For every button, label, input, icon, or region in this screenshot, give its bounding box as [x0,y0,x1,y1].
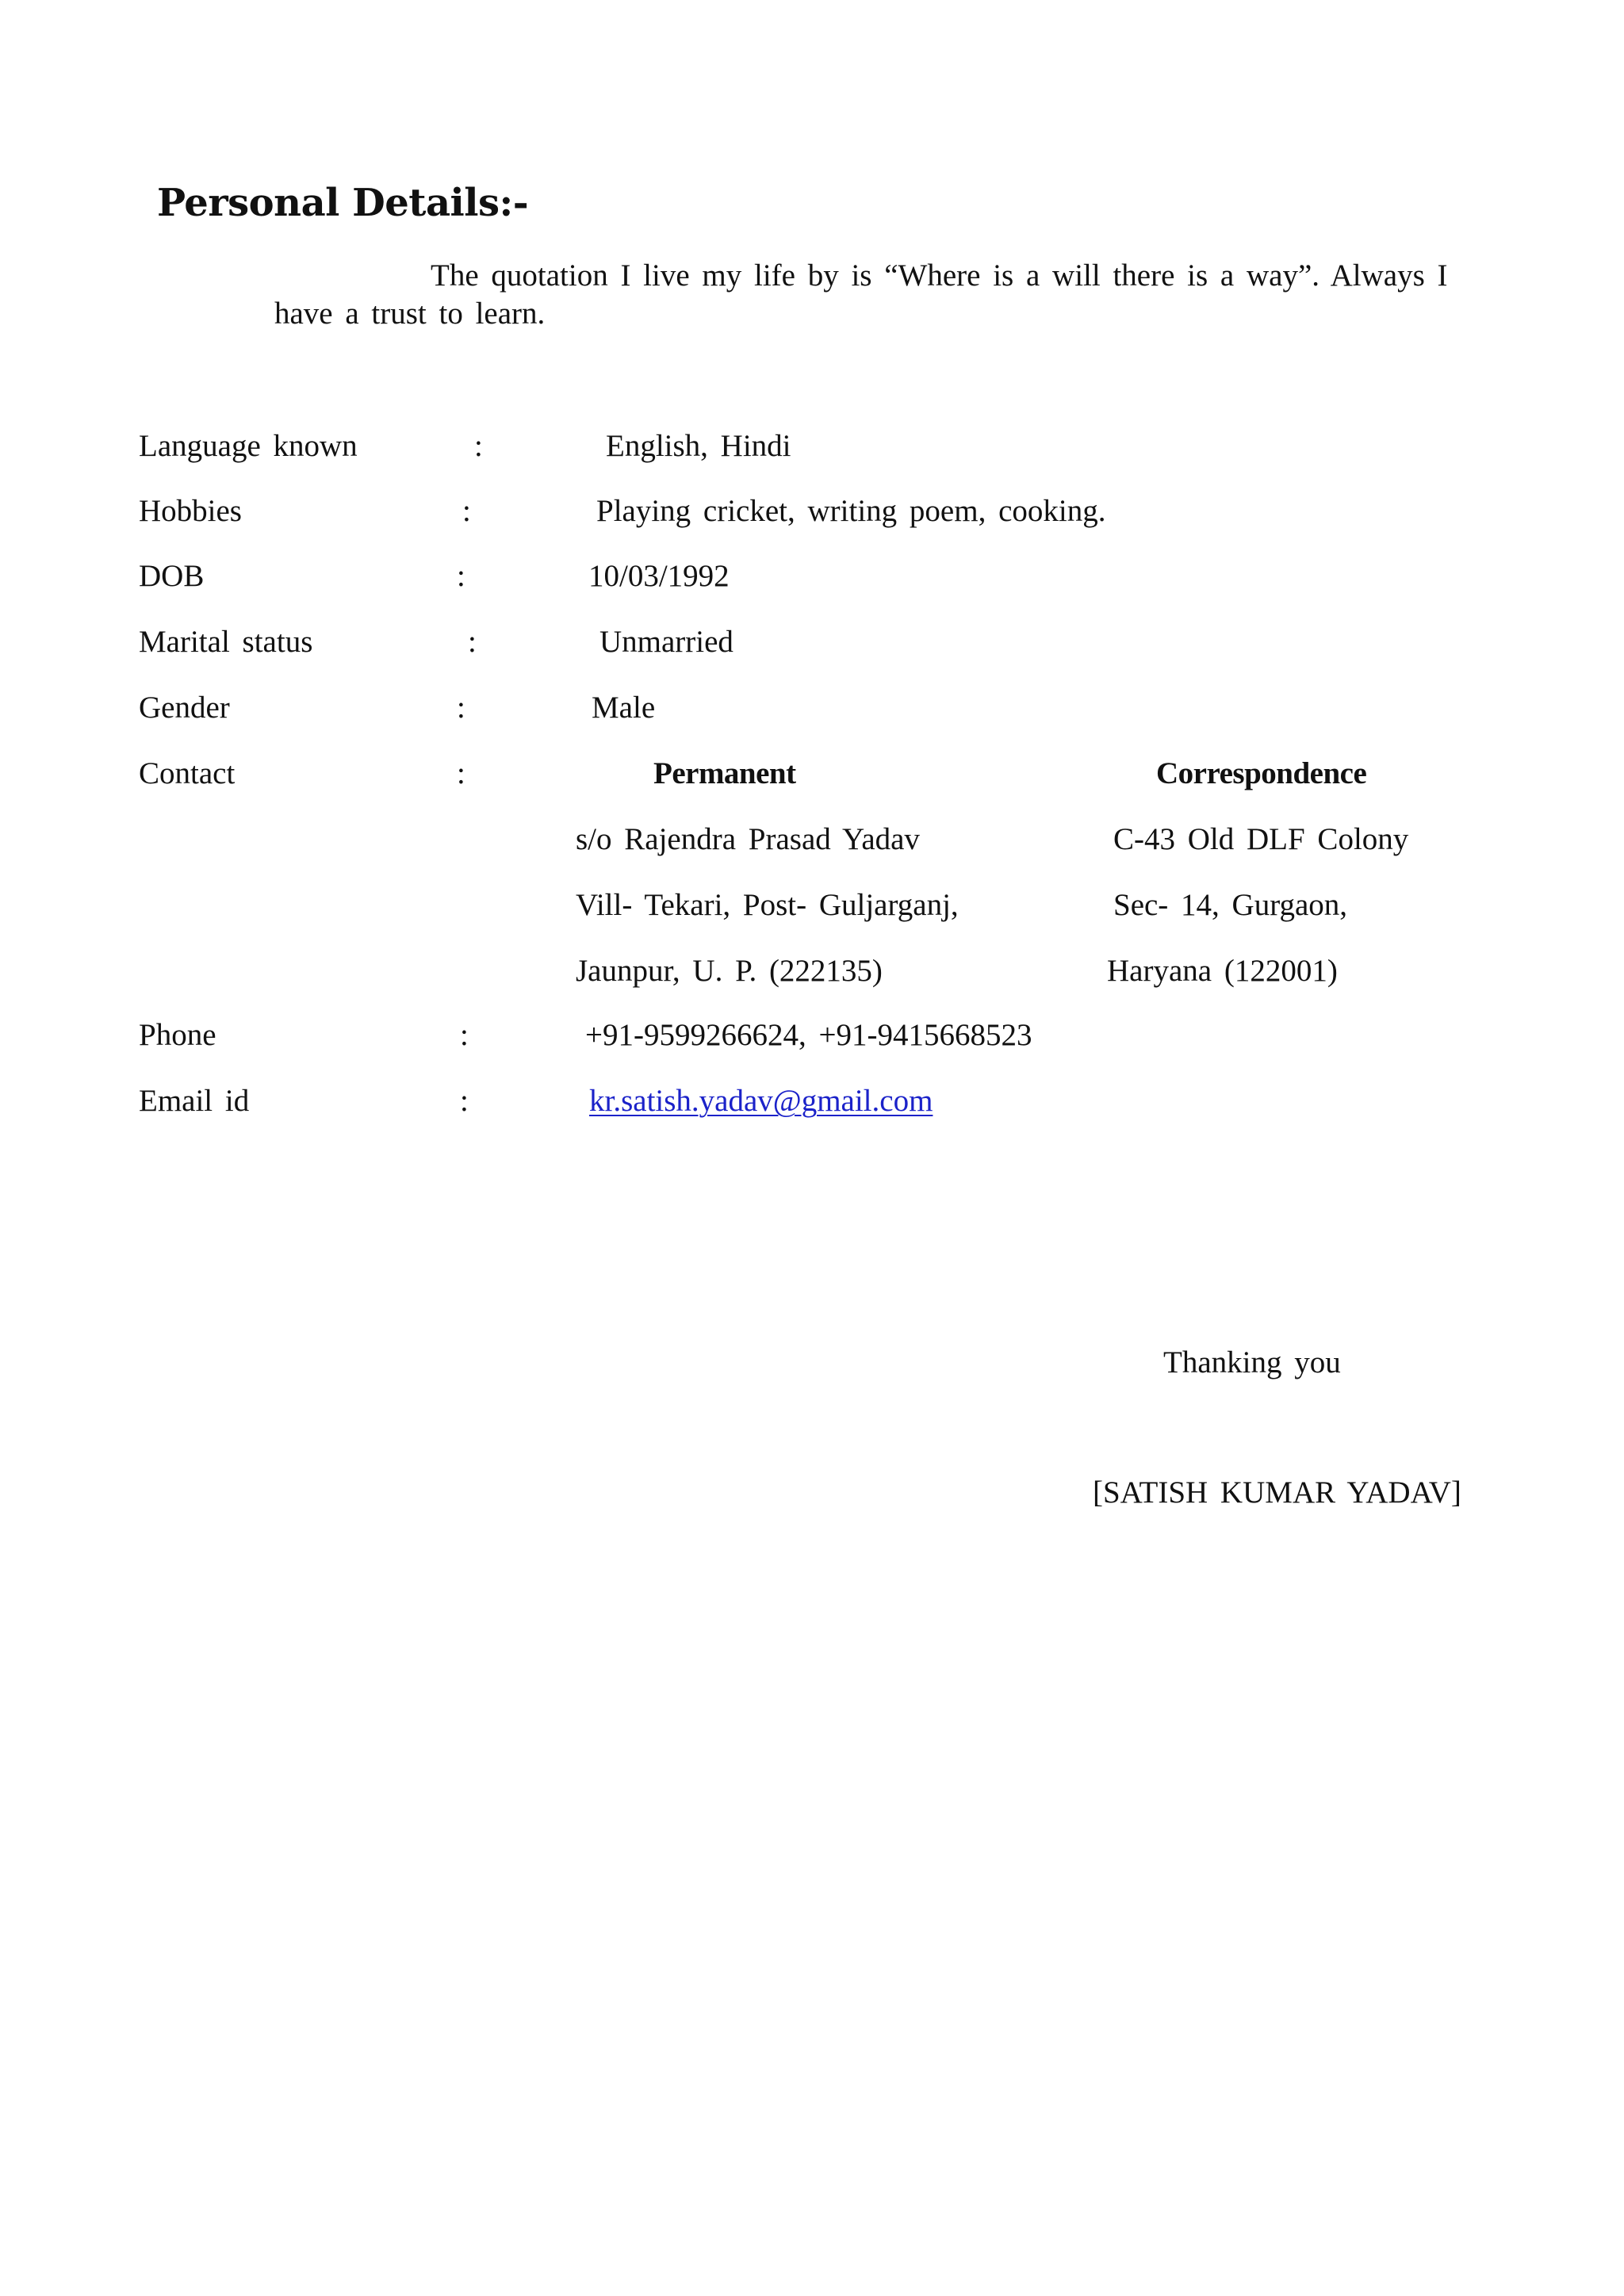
hobbies-label: Hobbies [139,494,242,528]
language-label: Language known [139,429,358,463]
contact-colon: : [457,756,465,790]
permanent-address-line-3: Jaunpur, U. P. (222135) [576,954,883,988]
language-value: English, Hindi [606,429,791,463]
correspondence-address-line-2: Sec- 14, Gurgaon, [1113,888,1348,922]
marital-status-value: Unmarried [599,625,733,659]
phone-value: +91-9599266624, +91-9415668523 [585,1018,1032,1052]
dob-colon: : [457,559,465,593]
closing-thanks: Thanking you [1163,1345,1341,1380]
correspondence-address-title: Correspondence [1156,756,1367,790]
permanent-address-line-1: s/o Rajendra Prasad Yadav [576,822,920,856]
signature-name: [SATISH KUMAR YADAV] [1093,1475,1461,1510]
language-colon: : [474,429,483,463]
gender-value: Male [592,691,656,725]
permanent-address-line-2: Vill- Tekari, Post- Guljarganj, [576,888,959,922]
correspondence-address-line-3: Haryana (122001) [1107,954,1338,988]
marital-status-colon: : [468,625,477,659]
contact-label: Contact [139,756,236,790]
email-label: Email id [139,1084,250,1118]
phone-colon: : [460,1018,469,1052]
dob-value: 10/03/1992 [588,559,730,593]
dob-label: DOB [139,559,205,593]
gender-colon: : [457,691,465,725]
hobbies-value: Playing cricket, writing poem, cooking. [596,494,1106,528]
gender-label: Gender [139,691,230,725]
quote-line-1: The quotation I live my life by is “Where is a will there is a way”. Always I [431,258,1448,293]
email-link[interactable]: kr.satish.yadav@gmail.com [589,1084,933,1118]
hobbies-colon: : [462,494,471,528]
phone-label: Phone [139,1018,216,1052]
section-heading: Personal Details:- [157,181,529,225]
quote-line-2: have a trust to learn. [274,297,546,331]
marital-status-label: Marital status [139,625,313,659]
correspondence-address-line-1: C-43 Old DLF Colony [1113,822,1409,856]
permanent-address-title: Permanent [653,756,796,790]
email-colon: : [460,1084,469,1118]
